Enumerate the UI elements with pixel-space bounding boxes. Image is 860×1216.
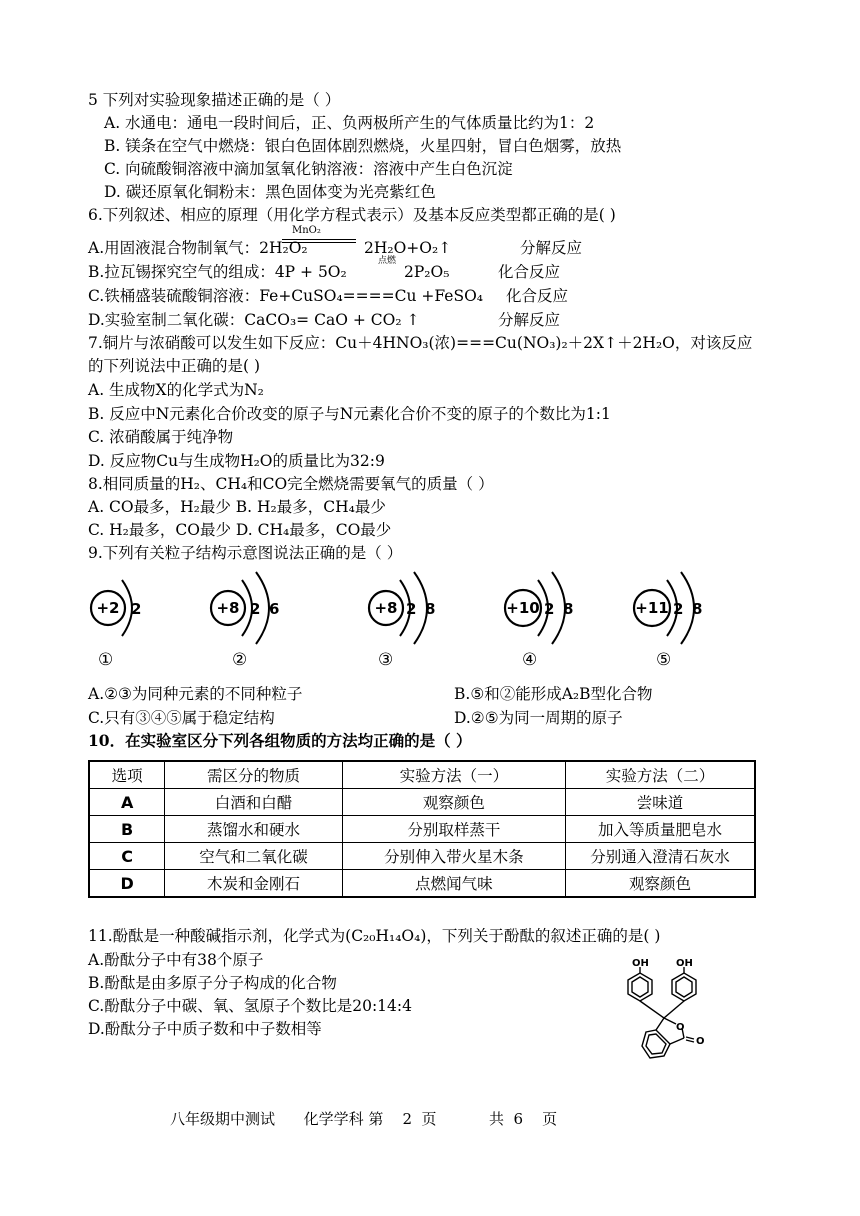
q7-stem-line1: 7.铜片与浓硝酸可以发生如下反应：Cu＋4HNO₃(浓)===Cu(NO₃)₂＋2X↑＋2H₂O，对该反应 — [88, 334, 753, 352]
q6-stem: 6.下列叙述、相应的原理（用化学方程式表示）及基本反应类型都正确的是( ) — [88, 206, 616, 224]
q9-option-b: B.⑤和②能形成A₂B型化合物 — [454, 685, 653, 703]
table-cell: 观察颜色 — [566, 870, 756, 898]
atom5-shell1: 2 — [673, 600, 684, 618]
q7-option-b: B. 反应中N元素化合价改变的原子与N元素化合价不变的原子的个数比为1:1 — [88, 405, 611, 423]
atom2-shell1: 2 — [250, 600, 261, 618]
q6-option-c: C.铁桶盛装硫酸铜溶液：Fe+CuSO₄====Cu +FeSO₄ — [88, 287, 484, 305]
table-cell: 木炭和金刚石 — [165, 870, 342, 898]
atom3-shell2: 8 — [425, 600, 436, 618]
table-row — [89, 843, 755, 870]
atom4-nucleus: +10 — [506, 599, 540, 617]
q5-option-c: C. 向硫酸铜溶液中滴加氢氧化钠溶液：溶液中产生白色沉淀 — [104, 160, 513, 178]
table-cell: 点燃闻气味 — [342, 870, 565, 898]
carbonyl-o-label: O — [696, 1036, 705, 1047]
q7-stem-line2: 的下列说法中正确的是( ) — [88, 357, 261, 375]
atom4-shell1: 2 — [544, 600, 555, 618]
phenolphthalein-structure — [612, 958, 736, 1068]
q6-b-products: 2P₂O₅ — [404, 263, 450, 281]
page-footer: 八年级期中测试 化学学科 第 2 页 共 6 页 — [170, 1110, 558, 1128]
q6-a-text: A.用固液混合物制氧气： — [88, 239, 260, 257]
table-row — [89, 870, 755, 898]
q8-options-row2: C. H₂最多，CO最少 D. CH₄最多，CO最少 — [88, 521, 392, 539]
oh-label-right: OH — [676, 958, 693, 969]
q5-option-b: B. 镁条在空气中燃烧：银白色固体剧烈燃烧，火星四射，冒白色烟雾，放热 — [104, 137, 622, 155]
q9-label-2: ② — [232, 650, 248, 670]
q11-option-b: B.酚酞是由多原子分子构成的化合物 — [88, 974, 337, 992]
table-header: 实验方法（一） — [342, 761, 565, 789]
table-header: 实验方法（二） — [566, 761, 756, 789]
q5-option-d: D. 碳还原氧化铜粉末：黑色固体变为光亮紫红色 — [104, 183, 436, 201]
q7-option-a: A. 生成物X的化学式为N₂ — [88, 381, 264, 399]
oh-label-left: OH — [632, 958, 649, 969]
table-header-row — [89, 761, 755, 789]
q7-option-d: D. 反应物Cu与生成物H₂O的质量比为32:9 — [88, 452, 385, 470]
q9-label-1: ① — [98, 650, 114, 670]
q9-label-5: ⑤ — [656, 650, 672, 670]
atom-diagram-5 — [634, 572, 702, 644]
table-header: 需区分的物质 — [165, 761, 342, 789]
q9-label-3: ③ — [378, 650, 394, 670]
table-row — [89, 816, 755, 843]
atom-diagram-2 — [211, 572, 279, 644]
q11-stem: 11.酚酞是一种酸碱指示剂，化学式为(C₂₀H₁₄O₄)，下列关于酚酞的叙述正确的是( ) — [88, 927, 661, 945]
q5-stem: 5 下列对实验现象描述正确的是（ ） — [88, 91, 341, 109]
atom1-shell1: 2 — [131, 600, 142, 618]
table-row — [89, 789, 755, 816]
table-cell: A — [89, 789, 165, 816]
q11-option-a: A.酚酞分子中有38个原子 — [88, 951, 264, 969]
table-cell: D — [89, 870, 165, 898]
table-header: 选项 — [89, 761, 165, 789]
q9-label-4: ④ — [522, 650, 538, 670]
q6-c-type: 化合反应 — [506, 287, 569, 305]
q6-a-reactant: 2H₂O₂ — [259, 239, 308, 257]
q6-option-b: B.拉瓦锡探究空气的组成：4P + 5O₂ — [88, 263, 347, 281]
atom2-shell2: 6 — [269, 600, 280, 618]
atom1-nucleus: +2 — [96, 599, 120, 617]
q9-option-a: A.②③为同种元素的不同种粒子 — [88, 685, 303, 703]
table-cell: 分别伸入带火星木条 — [342, 843, 565, 870]
atom-diagram-4 — [505, 572, 573, 644]
q6-a-condition: MnO₂ — [292, 225, 321, 236]
table-cell: C — [89, 843, 165, 870]
q9-option-c: C.只有③④⑤属于稳定结构 — [88, 709, 275, 727]
q10-table — [88, 760, 756, 898]
q8-stem: 8.相同质量的H₂、CH₄和CO完全燃烧需要氧气的质量（ ） — [88, 475, 494, 493]
table-cell: B — [89, 816, 165, 843]
atom-diagram-3 — [369, 572, 435, 644]
table-cell: 分别通入澄清石灰水 — [566, 843, 756, 870]
atom3-nucleus: +8 — [374, 599, 398, 617]
lactone-o-label: O — [676, 1022, 685, 1033]
table-cell: 白酒和白醋 — [165, 789, 342, 816]
q11-option-c: C.酚酞分子中碳、氧、氢原子个数比是20:14:4 — [88, 997, 412, 1015]
q6-a-products: 2H₂O+O₂↑ — [364, 239, 452, 257]
atom2-nucleus: +8 — [216, 599, 240, 617]
q8-options-row1: A. CO最多，H₂最少 B. H₂最多，CH₄最少 — [88, 498, 386, 516]
atom5-nucleus: +11 — [635, 599, 669, 617]
q9-atom-diagrams — [80, 568, 720, 648]
q6-a-type: 分解反应 — [520, 239, 583, 257]
q9-option-d: D.②⑤为同一周期的原子 — [454, 709, 623, 727]
atom4-shell2: 8 — [563, 600, 574, 618]
atom-diagram-1 — [91, 580, 141, 636]
q5-option-a: A. 水通电：通电一段时间后，正、负两极所产生的气体质量比约为1：2 — [104, 114, 595, 132]
table-cell: 加入等质量肥皂水 — [566, 816, 756, 843]
q6-b-condition: 点燃 — [378, 256, 397, 266]
q6-d-type: 分解反应 — [498, 311, 561, 329]
q7-option-c: C. 浓硝酸属于纯净物 — [88, 428, 234, 446]
table-cell: 分别取样蒸干 — [342, 816, 565, 843]
table-cell: 蒸馏水和硬水 — [165, 816, 342, 843]
q6-b-type: 化合反应 — [498, 263, 561, 281]
q10-stem: 10．在实验室区分下列各组物质的方法均正确的是（ ） — [88, 731, 472, 750]
q9-stem: 9.下列有关粒子结构示意图说法正确的是（ ） — [88, 544, 403, 562]
q11-option-d: D.酚酞分子中质子数和中子数相等 — [88, 1020, 322, 1038]
q6-option-a — [88, 238, 308, 258]
table-cell: 尝味道 — [566, 789, 756, 816]
atom5-shell2: 8 — [692, 600, 703, 618]
atom3-shell1: 2 — [406, 600, 417, 618]
table-cell: 空气和二氧化碳 — [165, 843, 342, 870]
q6-option-d: D.实验室制二氧化碳：CaCO₃= CaO + CO₂ ↑ — [88, 311, 420, 329]
table-cell: 观察颜色 — [342, 789, 565, 816]
q6-a-arrow-top — [282, 239, 356, 240]
q6-a-arrow-bottom — [282, 242, 356, 243]
